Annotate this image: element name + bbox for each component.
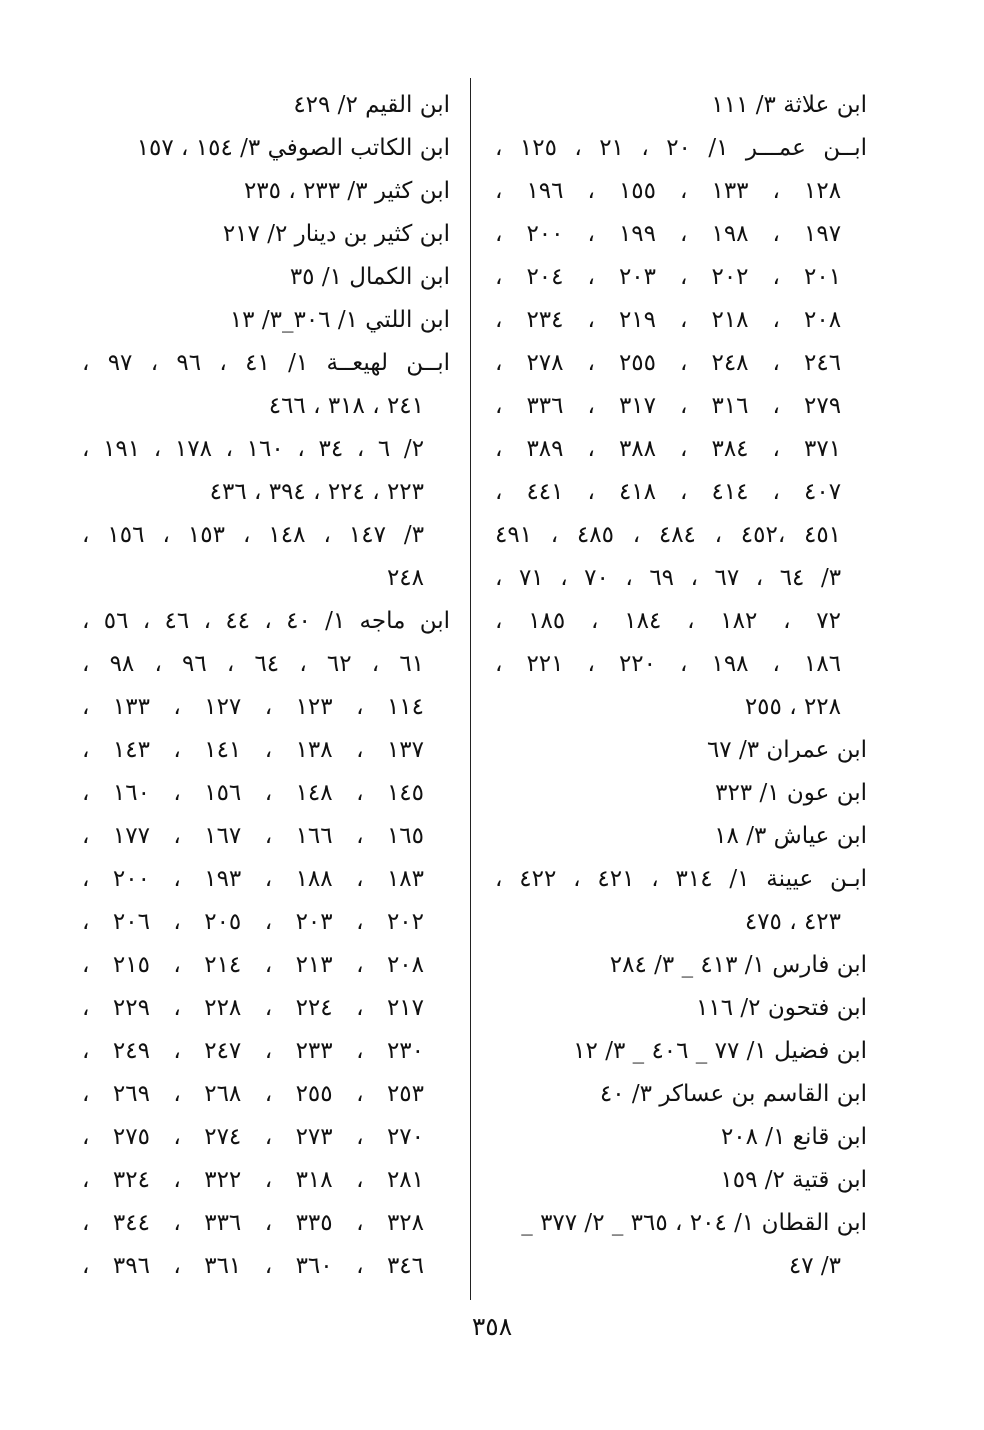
index-entry-continuation: ٣٤٦ ، ٣٦٠ ، ٣٦١ ، ٣٩٦ ، [82,1253,424,1279]
index-entry-continuation: ٣/ ٤٧ [788,1253,841,1279]
index-entry-continuation: ١٣٧ ، ١٣٨ ، ١٤١ ، ١٤٣ ، [82,737,424,763]
index-entry-continuation: ٢٠٨ ، ٢١٨ ، ٢١٩ ، ٢٣٤ ، [495,307,842,333]
index-column-left [82,84,450,1288]
index-entry-continuation: ٢١٧ ، ٢٢٤ ، ٢٢٨ ، ٢٢٩ ، [82,995,424,1021]
index-entry-continuation: ٢٧٠ ، ٢٧٣ ، ٢٧٤ ، ٢٧٥ ، [82,1124,424,1150]
index-entry: ابن ماجه ١/ ٤٠ ، ٤٤ ، ٤٦ ، ٥٦ ، [82,608,450,634]
index-entry: ابن فارس ١/ ٤١٣ _ ٣/ ٢٨٤ [609,952,867,978]
index-entry-continuation: ٢٥٣ ، ٢٥٥ ، ٢٦٨ ، ٢٦٩ ، [82,1081,424,1107]
index-entry: ابن علاثة ٣/ ١١١ [711,92,867,118]
index-entry-continuation: ٢٣٠ ، ٢٣٣ ، ٢٤٧ ، ٢٤٩ ، [82,1038,424,1064]
index-entry-continuation: ١٤٥ ، ١٤٨ ، ١٥٦ ، ١٦٠ ، [82,780,424,806]
index-entry-continuation: ٢٠٨ ، ٢١٣ ، ٢١٤ ، ٢١٥ ، [82,952,424,978]
index-entry-continuation: ١٢٨ ، ١٣٣ ، ١٥٥ ، ١٩٦ ، [495,178,842,204]
index-entry: ابن القاسم بن عساكر ٣/ ٤٠ [599,1081,867,1107]
index-entry: ابن عون ١/ ٣٢٣ [715,780,867,806]
index-entry-continuation: ١٨٣ ، ١٨٨ ، ١٩٣ ، ٢٠٠ ، [82,866,424,892]
index-entry-continuation: ١١٤ ، ١٢٣ ، ١٢٧ ، ١٣٣ ، [82,694,424,720]
index-entry-continuation: ٣٧١ ، ٣٨٤ ، ٣٨٨ ، ٣٨٩ ، [495,436,842,462]
index-entry-continuation: ١٨٦ ، ١٩٨ ، ٢٢٠ ، ٢٢١ ، [495,651,842,677]
index-entry-continuation: ٤٢٣ ، ٤٧٥ [744,909,841,935]
index-entry: ابـن عيينة ١/ ٣١٤ ، ٤٢١ ، ٤٢٢ ، [495,866,867,892]
index-entry-continuation: ٣/ ٦٤ ، ٦٧ ، ٦٩ ، ٧٠ ، ٧١ ، [495,565,842,591]
index-entry: ابــن عمـــر ١/ ٢٠ ، ٢١ ، ١٢٥ ، [495,135,867,161]
index-entry-continuation: ٤٥١ ،٤٥٢ ، ٤٨٤ ، ٤٨٥ ، ٤٩١ [495,522,842,548]
index-entry-continuation: ٦١ ، ٦٢ ، ٦٤ ، ٩٦ ، ٩٨ ، [82,651,425,677]
index-entry: ابن كثير بن دينار ٢/ ٢١٧ [222,221,450,247]
index-entry: ابن عمران ٣/ ٦٧ [706,737,867,763]
index-column-right [495,84,867,1288]
index-entry: ابن كثير ٣/ ٢٣٣ ، ٢٣٥ [243,178,450,204]
index-entry: ابن قانع ١/ ٢٠٨ [720,1124,867,1150]
index-entry-continuation: ١٦٥ ، ١٦٦ ، ١٦٧ ، ١٧٧ ، [82,823,424,849]
index-entry-continuation: ٢٢٣ ، ٢٢٤ ، ٣٩٤ ، ٤٣٦ [209,479,424,505]
index-entry-continuation: ٣/ ١٤٧ ، ١٤٨ ، ١٥٣ ، ١٥٦ ، [82,522,425,548]
index-entry-continuation: ٢٠٢ ، ٢٠٣ ، ٢٠٥ ، ٢٠٦ ، [82,909,424,935]
index-entry: ابن الكاتب الصوفي ٣/ ١٥٤ ، ١٥٧ [136,135,450,161]
index-entry-continuation: ٣٢٨ ، ٣٣٥ ، ٣٣٦ ، ٣٤٤ ، [82,1210,424,1236]
index-entry-continuation: ١٩٧ ، ١٩٨ ، ١٩٩ ، ٢٠٠ ، [495,221,842,247]
index-entry-continuation: ٢٧٩ ، ٣١٦ ، ٣١٧ ، ٣٣٦ ، [495,393,842,419]
page-number: ٣٥٨ [471,1312,513,1341]
index-entry: ابن القطان ١/ ٢٠٤ ، ٣٦٥ _ ٢/ ٣٧٧ _ [521,1210,867,1236]
index-entry-continuation: ٢/ ٦ ، ٣٤ ، ١٦٠ ، ١٧٨ ، ١٩١ ، [82,436,425,462]
index-entry-continuation: ٢٤٦ ، ٢٤٨ ، ٢٥٥ ، ٢٧٨ ، [495,350,842,376]
index-entry-continuation: ٢٤١ ، ٣١٨ ، ٤٦٦ [268,393,424,419]
index-entry-continuation: ٢٠١ ، ٢٠٢ ، ٢٠٣ ، ٢٠٤ ، [495,264,842,290]
index-entry: ابن فتحون ٢/ ١١٦ [696,995,867,1021]
index-entry: ابن فضيل ١/ ٧٧ _ ٤٠٦ _ ٣/ ١٢ [573,1038,867,1064]
column-divider [470,78,471,1300]
index-entry-continuation: ٢٤٨ [386,565,424,591]
index-entry: ابن قتية ٢/ ١٥٩ [720,1167,867,1193]
index-entry: ابن الكمال ١/ ٣٥ [289,264,450,290]
index-entry: ابن عياش ٣/ ١٨ [714,823,867,849]
index-entry: ابن القيم ٢/ ٤٢٩ [293,92,450,118]
index-entry-continuation: ٤٠٧ ، ٤١٤ ، ٤١٨ ، ٤٤١ ، [495,479,842,505]
index-entry: ابــن لهيعــة ١/ ٤١ ، ٩٦ ، ٩٧ ، [82,350,450,376]
index-entry-continuation: ٢٨١ ، ٣١٨ ، ٣٢٢ ، ٣٢٤ ، [82,1167,424,1193]
index-entry-continuation: ٧٢ ، ١٨٢ ، ١٨٤ ، ١٨٥ ، [495,608,842,634]
index-entry: ابن اللتي ١/ ٣٠٦_٣/ ١٣ [229,307,450,333]
index-entry-continuation: ٢٢٨ ، ٢٥٥ [744,694,841,720]
